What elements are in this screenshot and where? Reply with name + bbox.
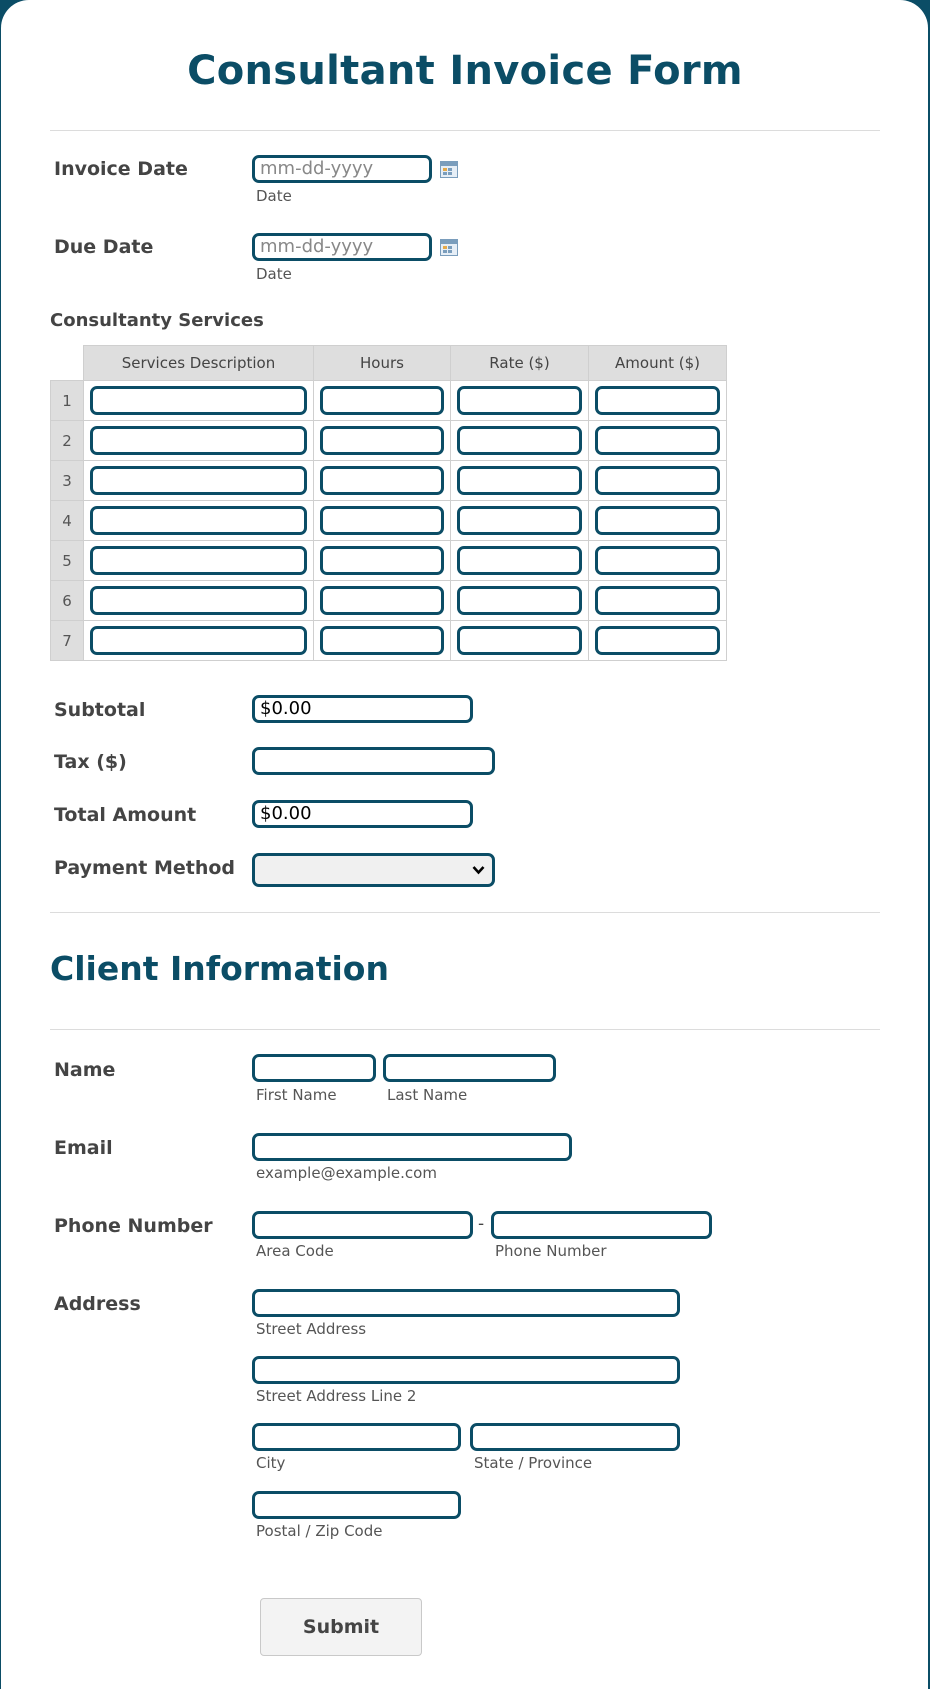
row-number: 2: [51, 421, 84, 461]
column-header: Rate ($): [451, 346, 589, 381]
due-date-placeholder: mm-dd-yyyy: [260, 236, 374, 257]
client-info-heading: Client Information: [50, 949, 389, 988]
area-code-sublabel: Area Code: [256, 1242, 334, 1260]
service-description-input[interactable]: [90, 506, 307, 535]
email-input[interactable]: [252, 1133, 572, 1161]
amount-input[interactable]: [595, 466, 720, 495]
invoice-date-placeholder: mm-dd-yyyy: [260, 158, 374, 179]
rate-input[interactable]: [457, 466, 582, 495]
name-label: Name: [54, 1059, 116, 1081]
area-code-input[interactable]: [252, 1211, 473, 1239]
street-address-2-sublabel: Street Address Line 2: [256, 1387, 417, 1405]
last-name-sublabel: Last Name: [387, 1086, 468, 1104]
hours-input[interactable]: [320, 466, 444, 495]
state-input[interactable]: [470, 1423, 680, 1451]
service-description-input[interactable]: [90, 386, 307, 415]
row-number: 3: [51, 461, 84, 501]
rate-input[interactable]: [457, 546, 582, 575]
row-number: 7: [51, 621, 84, 661]
table-row: [51, 581, 727, 621]
divider: [50, 130, 880, 131]
hours-input[interactable]: [320, 506, 444, 535]
service-description-input[interactable]: [90, 626, 307, 655]
total-amount-label: Total Amount: [54, 804, 197, 826]
first-name-input[interactable]: [252, 1054, 376, 1082]
payment-method-select[interactable]: [252, 853, 495, 887]
due-date-sublabel: Date: [256, 265, 292, 283]
due-date-label: Due Date: [54, 236, 154, 258]
calendar-icon[interactable]: [440, 161, 458, 178]
invoice-date-input[interactable]: [252, 155, 432, 183]
last-name-input[interactable]: [383, 1054, 556, 1082]
service-description-input[interactable]: [90, 586, 307, 615]
row-number: 5: [51, 541, 84, 581]
rate-input[interactable]: [457, 386, 582, 415]
calendar-icon[interactable]: [440, 239, 458, 256]
phone-number-input[interactable]: [491, 1211, 712, 1239]
subtotal-label: Subtotal: [54, 699, 146, 721]
submit-button[interactable]: Submit: [260, 1598, 422, 1656]
postal-code-input[interactable]: [252, 1491, 461, 1519]
services-table: [50, 345, 727, 661]
hours-input[interactable]: [320, 386, 444, 415]
chevron-down-icon: [472, 865, 485, 875]
subtotal-input[interactable]: $0.00: [252, 695, 473, 723]
phone-label: Phone Number: [54, 1215, 213, 1237]
first-name-sublabel: First Name: [256, 1086, 337, 1104]
invoice-date-label: Invoice Date: [54, 158, 188, 180]
hours-input[interactable]: [320, 426, 444, 455]
table-row: [51, 621, 727, 661]
service-description-input[interactable]: [90, 546, 307, 575]
table-corner: [51, 346, 84, 381]
divider: [50, 1029, 880, 1030]
email-sublabel: example@example.com: [256, 1164, 437, 1182]
rate-input[interactable]: [457, 626, 582, 655]
service-description-input[interactable]: [90, 466, 307, 495]
services-label: Consultanty Services: [50, 310, 264, 331]
amount-input[interactable]: [595, 506, 720, 535]
table-row: [51, 541, 727, 581]
table-row: [51, 421, 727, 461]
amount-input[interactable]: [595, 626, 720, 655]
city-sublabel: City: [256, 1454, 286, 1472]
street-address-sublabel: Street Address: [256, 1320, 367, 1338]
amount-input[interactable]: [595, 546, 720, 575]
postal-code-sublabel: Postal / Zip Code: [256, 1522, 383, 1540]
form-title: Consultant Invoice Form: [187, 48, 743, 94]
table-row: [51, 501, 727, 541]
invoice-date-sublabel: Date: [256, 187, 292, 205]
due-date-input[interactable]: [252, 233, 432, 261]
rate-input[interactable]: [457, 506, 582, 535]
state-sublabel: State / Province: [474, 1454, 593, 1472]
column-header: Amount ($): [589, 346, 727, 381]
phone-number-sublabel: Phone Number: [495, 1242, 607, 1260]
amount-input[interactable]: [595, 586, 720, 615]
row-number: 4: [51, 501, 84, 541]
column-header: Services Description: [84, 346, 314, 381]
payment-method-label: Payment Method: [54, 857, 236, 879]
hours-input[interactable]: [320, 626, 444, 655]
column-header: Hours: [314, 346, 451, 381]
row-number: 6: [51, 581, 84, 621]
row-number: 1: [51, 381, 84, 421]
phone-separator: -: [478, 1214, 485, 1234]
hours-input[interactable]: [320, 546, 444, 575]
hours-input[interactable]: [320, 586, 444, 615]
tax-label: Tax ($): [54, 751, 127, 773]
rate-input[interactable]: [457, 586, 582, 615]
total-amount-input[interactable]: $0.00: [252, 800, 473, 828]
rate-input[interactable]: [457, 426, 582, 455]
amount-input[interactable]: [595, 386, 720, 415]
divider: [50, 912, 880, 913]
street-address-2-input[interactable]: [252, 1356, 680, 1384]
amount-input[interactable]: [595, 426, 720, 455]
table-row: [51, 381, 727, 421]
city-input[interactable]: [252, 1423, 461, 1451]
service-description-input[interactable]: [90, 426, 307, 455]
address-label: Address: [54, 1293, 141, 1315]
email-label: Email: [54, 1137, 113, 1159]
tax-input[interactable]: [252, 747, 495, 775]
table-row: [51, 461, 727, 501]
street-address-input[interactable]: [252, 1289, 680, 1317]
